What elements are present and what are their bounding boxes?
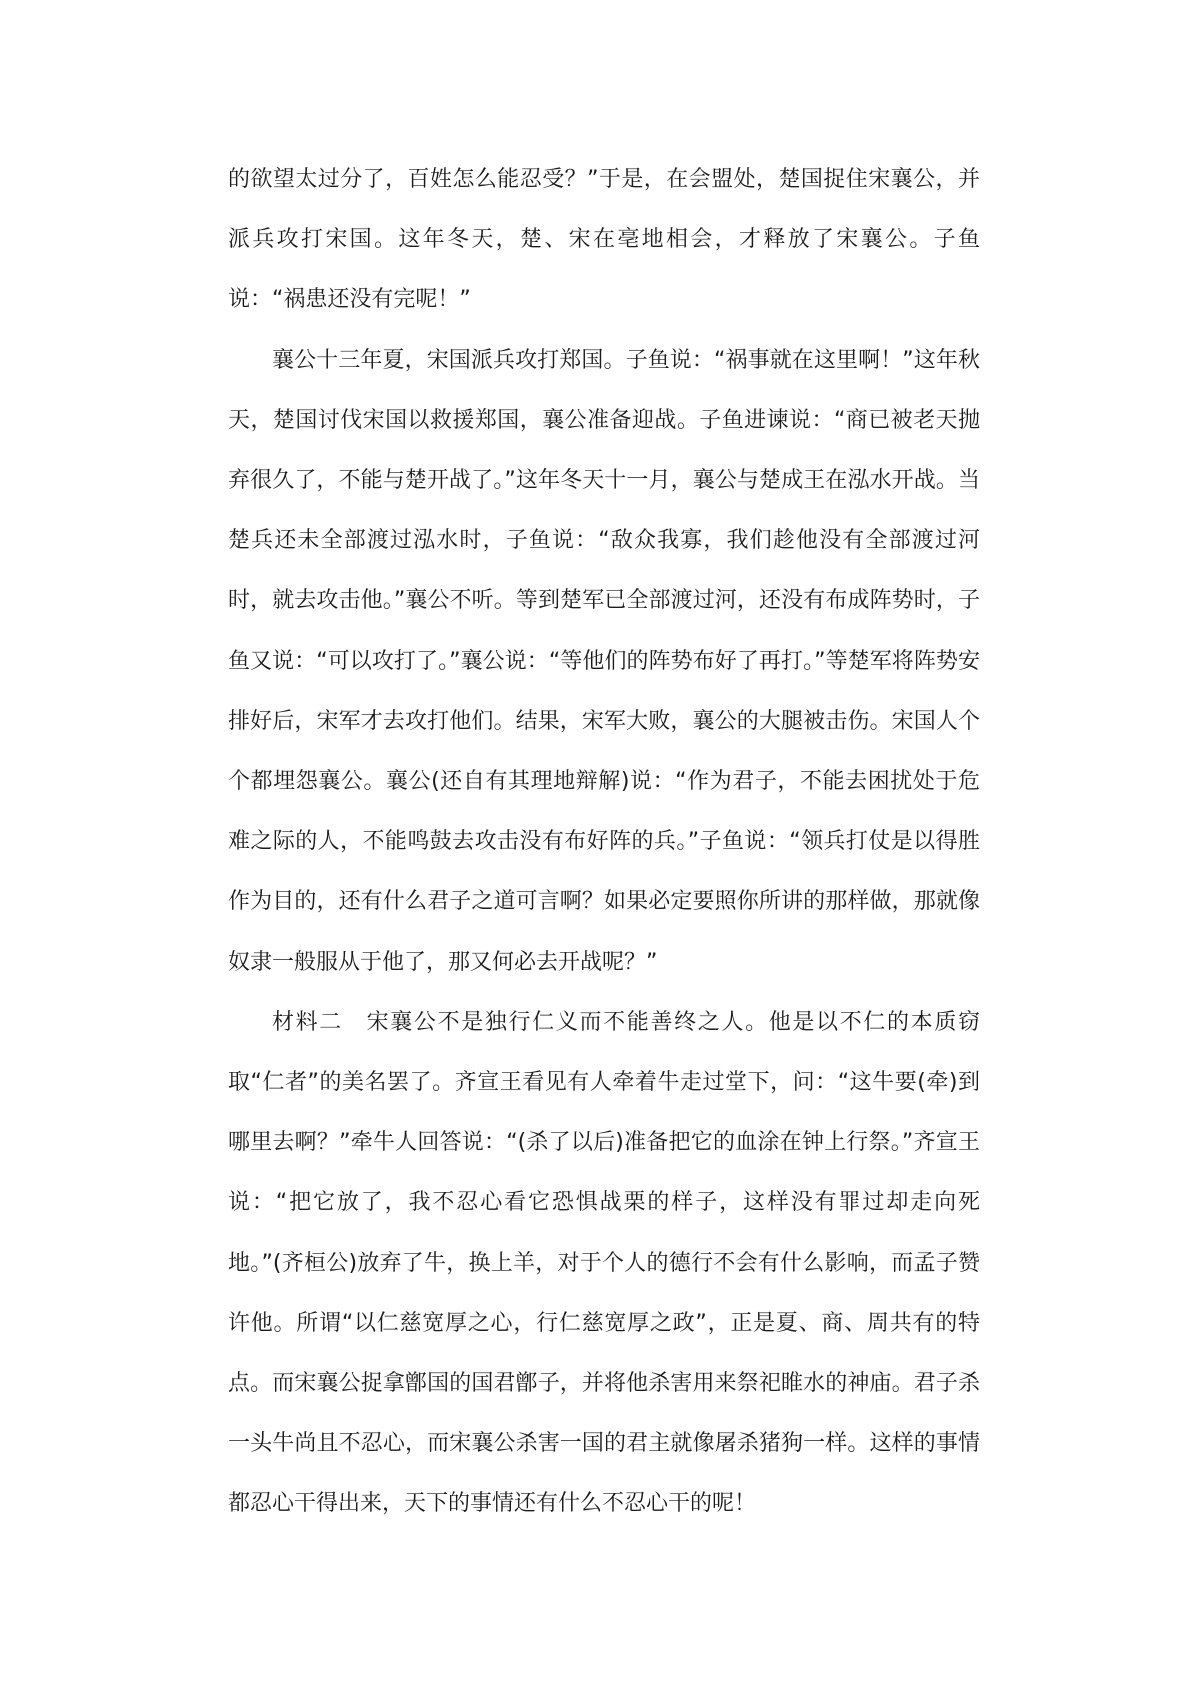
paragraph-xianggong-thirteenth-year: 襄公十三年夏，宋国派兵攻打郑国。子鱼说：“祸事就在这里啊！”这年秋天，楚国讨伐宋国以救援郑国，襄公准备迎战。子鱼进谏说：“商已被老天抛弃很久了，不能与楚开战了。”这年冬天十一月，襄公与楚成王在泓水开战。当楚兵还未全部渡过泓水时，子鱼说：“敌众我寡，我们趁他没有全部渡过河时，就去攻击他。”襄公不听。等到楚军已全部渡过河，还没有布成阵势时，子鱼又说：“可以攻打了。”襄公说：“等他们的阵势布好了再打。”等楚军将阵势安排好后，宋军才去攻打他们。结果，宋军大败，襄公的大腿被击伤。宋国人个个都埋怨襄公。襄公(还自有其理地辩解)说：“作为君子，不能去困扰处于危难之际的人，不能鸣鼓去攻击没有布好阵的兵。”子鱼说：“领兵打仗是以得胜作为目的，还有什么君子之道可言啊？如果必定要照你所讲的那样做，那就像奴隶一般服从于他了，那又何必去开战呢？” xyxy=(228,347,980,975)
paragraph-material-two: 材料二 宋襄公不是独行仁义而不能善终之人。他是以不仁的本质窃取“仁者”的美名罢了。齐宣王看见有人牵着牛走过堂下，问：“这牛要(牵)到哪里去啊？”牵牛人回答说：“(杀了以后)准备把它的血涂在钟上行祭。”齐宣王说：“把它放了，我不忍心看它恐惧战栗的样子，这样没有罪过却走向死地。”(齐桓公)放弃了牛，换上羊，对于个人的德行不会有什么影响，而孟子赞许他。所谓“以仁慈宽厚之心，行仁慈宽厚之政”，正是夏、商、周共有的特点。而宋襄公捉拿鄫国的国君鄫子，并将他杀害用来祭祀睢水的神庙。君子杀一头牛尚且不忍心，而宋襄公杀害一国的君主就像屠杀猪狗一样。这样的事情都忍心干得出来，天下的事情还有什么不忍心干的呢！ xyxy=(228,1009,980,1517)
paragraph-continuation: 的欲望太过分了，百姓怎么能忍受？”于是，在会盟处，楚国捉住宋襄公，并派兵攻打宋国。这年冬天，楚、宋在亳地相会，才释放了宋襄公。子鱼说：“祸患还没有完呢！” xyxy=(228,167,980,313)
body-text xyxy=(228,150,980,1535)
